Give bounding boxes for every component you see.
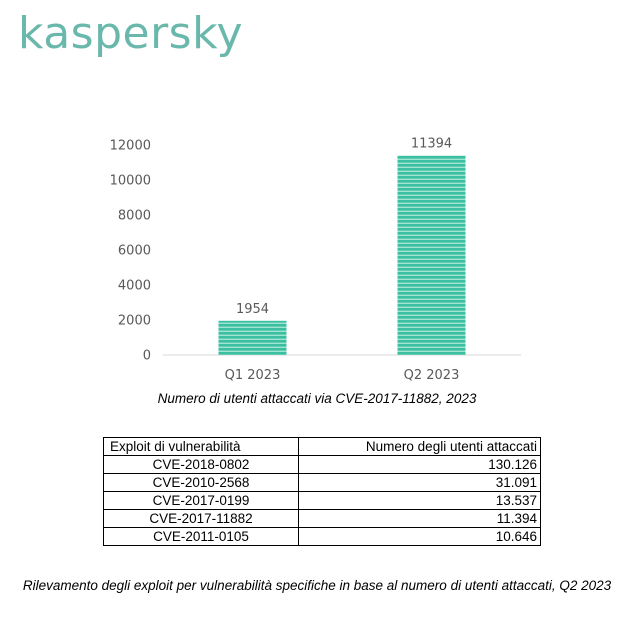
- table-cell-exploit: CVE-2010-2568: [104, 474, 299, 492]
- table-row: [104, 510, 541, 528]
- table-cell-users: 31.091: [299, 474, 541, 492]
- table-cell-exploit: CVE-2017-11882: [104, 510, 299, 528]
- table-row: [104, 474, 541, 492]
- table-row: [104, 456, 541, 474]
- table-cell-exploit: CVE-2017-0199: [104, 492, 299, 510]
- bars: [219, 137, 466, 355]
- table-cell-users: 130.126: [299, 456, 541, 474]
- x-axis: [225, 368, 460, 383]
- x-tick-label: Q2 2023: [403, 368, 460, 383]
- column-header-users: Numero degli utenti attaccati: [299, 438, 541, 456]
- table-row: [104, 492, 541, 510]
- y-tick-label: 6000: [117, 243, 151, 259]
- y-tick-label: 8000: [117, 208, 151, 224]
- table-row: [104, 528, 541, 546]
- table-cell-users: 10.646: [299, 528, 541, 546]
- y-tick-label: 10000: [109, 173, 151, 189]
- table-cell-exploit: CVE-2018-0802: [104, 456, 299, 474]
- table-caption: Rilevamento degli exploit per vulnerabilità specifiche in base al numero di utenti attaccati, Q2 2023: [22, 578, 612, 593]
- bar-value-label: 1954: [235, 301, 270, 317]
- vulnerability-table: [103, 437, 541, 546]
- y-tick-label: 12000: [109, 138, 151, 154]
- table-cell-exploit: CVE-2011-0105: [104, 528, 299, 546]
- table-cell-users: 13.537: [299, 492, 541, 510]
- bar-q1-2023: [219, 321, 287, 355]
- y-tick-label: 4000: [117, 278, 151, 294]
- y-axis: [110, 139, 151, 364]
- table-header-row: [104, 438, 541, 456]
- kaspersky-logo: kaspersky: [18, 8, 244, 59]
- y-tick-label: 2000: [117, 313, 151, 329]
- table-cell-users: 11.394: [299, 510, 541, 528]
- y-tick-label: 0: [142, 348, 151, 364]
- bar-q2-2023: [398, 156, 466, 355]
- column-header-exploit: Exploit di vulnerabilità: [104, 438, 299, 456]
- x-tick-label: Q1 2023: [224, 368, 281, 383]
- bar-value-label: 11394: [410, 136, 453, 152]
- chart-caption: Numero di utenti attaccati via CVE-2017-11882, 2023: [157, 391, 477, 406]
